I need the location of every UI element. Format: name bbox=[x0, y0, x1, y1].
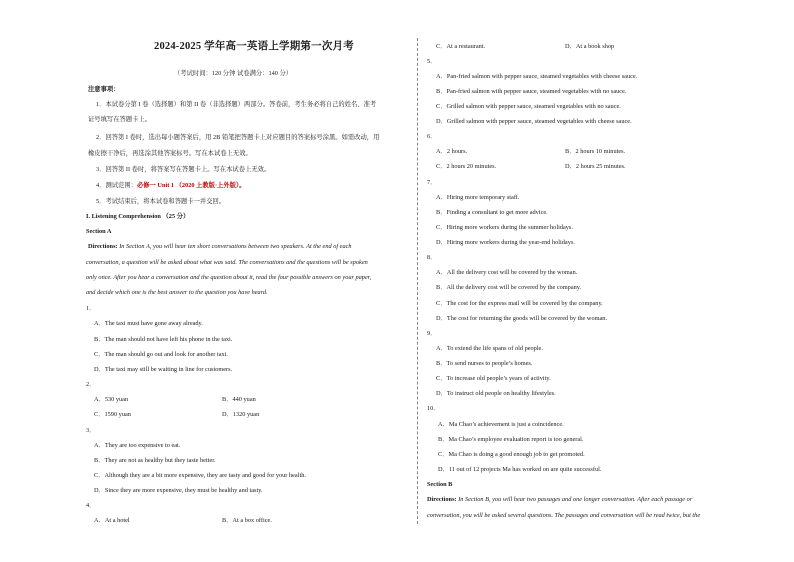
test-scope: 必修一 Unit 1 （2020 上教版·上外版）。 bbox=[136, 182, 246, 189]
q10-option-a: A．Ma Chao’s achievement is just a coincidence. bbox=[438, 421, 564, 428]
exam-subtitle: （考试时间：120 分钟 试卷满分：140 分） bbox=[174, 70, 293, 77]
q8-option-a: A．All the delivery cost will be covered by the woman. bbox=[436, 269, 578, 276]
q8-option-d: D．The cost for returning the goods will be covered by the woman. bbox=[436, 315, 608, 322]
notes-item-1: 1．本试卷分第 I 卷（选择题）和第 II 卷（非选择题）两部分。答卷前，考生务必将自己的姓名、准考 bbox=[96, 101, 377, 108]
q4-option-c: C．At a restaurant. bbox=[436, 43, 486, 50]
section-a-directions-line-4: and decide which one is the best answer to the question you have heard. bbox=[86, 289, 268, 296]
q7-option-d: D．Hiring more workers during the year-end holidays. bbox=[436, 239, 575, 246]
notes-heading: 注意事项： bbox=[88, 86, 120, 93]
notes-item-2: 2．回答第 I 卷时，选出每小题答案后，用 2B 铅笔把答题卡上对应题目的答案标号涂黑。如需改动，用 bbox=[96, 134, 380, 141]
notes-item-2-cont: 橡皮擦干净后，再选涂其他答案标号。写在本试卷上无效。 bbox=[88, 150, 252, 157]
q5-number: 5． bbox=[427, 58, 437, 65]
q6-option-a: A．2 hours. bbox=[436, 148, 468, 155]
q4-option-d: D．At a book shop bbox=[565, 43, 615, 50]
directions-text-1: In Section A, you will hear ten short conversations between two speakers. At the end of each bbox=[117, 243, 352, 250]
q7-option-c: C．Hiring more workers during the summer holidays. bbox=[436, 224, 573, 231]
q7-number: 7． bbox=[427, 179, 437, 186]
q9-option-a: A．To extend the life spans of old people. bbox=[436, 345, 543, 352]
q10-option-b: B．Ma Chao’s employee evaluation report is too general. bbox=[438, 436, 584, 443]
notes-item-5: 5．考试结束后，将本试卷和答题卡一并交回。 bbox=[96, 198, 226, 205]
section-b-directions-label: Directions: bbox=[427, 496, 457, 503]
notes-item-4-label: 4．测试范围： bbox=[96, 182, 137, 189]
q7-option-b: B．Finding a consultant to get more advice. bbox=[436, 209, 548, 216]
q8-option-c: C．The cost for the express mail will be covered by the company. bbox=[436, 300, 603, 307]
section-b-label: Section B bbox=[427, 481, 453, 488]
q6-option-c: C．2 hours 20 minutes. bbox=[436, 163, 497, 170]
q3-option-b: B．They are not as healthy but they taste better. bbox=[94, 457, 216, 464]
q9-number: 9． bbox=[427, 330, 437, 337]
exam-title: 2024-2025 学年高一英语上学期第一次月考 bbox=[154, 41, 354, 52]
q10-option-d: D．11 out of 12 projects Ma has worked on are quite successful. bbox=[438, 466, 602, 473]
q3-option-c: C．Although they are a bit more expensive, they are tasty and good for your health. bbox=[94, 472, 306, 479]
section-a-directions-line-2: conversation, a question will be asked about what was said. The conversations and the questions will be spoken bbox=[86, 259, 368, 266]
q2-number: 2． bbox=[86, 381, 96, 388]
section-b-directions-text-1: In Section B, you will hear two passages and one longer conversation. After each passage or bbox=[456, 496, 693, 503]
notes-item-3: 3．回答第 II 卷时，将答案写在答题卡上。写在本试卷上无效。 bbox=[96, 166, 271, 173]
q4-option-a: A．At a hotel bbox=[94, 517, 130, 524]
q1-option-b: B．The man should not have left his phone in the taxi. bbox=[94, 336, 233, 343]
q8-number: 8． bbox=[427, 254, 437, 261]
column-divider bbox=[417, 38, 418, 524]
section-b-directions-line-1 bbox=[427, 496, 692, 504]
q2-option-d: D．1320 yuan bbox=[222, 411, 260, 418]
q6-option-d: D．2 hours 25 minutes. bbox=[565, 163, 626, 170]
q6-option-b: B．2 hours 10 minutes. bbox=[565, 148, 626, 155]
q3-option-d: D．Since they are more expensive, they must be healthy and tasty. bbox=[94, 487, 263, 494]
q9-option-c: C．To increase old people’s years of activity. bbox=[436, 375, 551, 382]
q9-option-d: D．To instruct old people on healthy lifestyles. bbox=[436, 390, 556, 397]
q2-option-b: B．440 yuan bbox=[222, 396, 256, 403]
q10-number: 10． bbox=[427, 405, 440, 412]
q4-number: 4． bbox=[86, 502, 96, 509]
q5-option-c: C．Grilled salmon with pepper sauce, steamed vegetables with no sauce. bbox=[436, 103, 621, 110]
q1-number: 1． bbox=[86, 305, 96, 312]
q4-option-b: B．At a box office. bbox=[222, 517, 272, 524]
notes-item-4 bbox=[96, 182, 245, 190]
q10-option-c: C．Ma Chao is doing a good enough job to get promoted. bbox=[438, 451, 585, 458]
notes-item-1-cont: 证号填写在答题卡上。 bbox=[88, 116, 151, 123]
directions-label: Directions: bbox=[88, 243, 118, 250]
q3-number: 3． bbox=[86, 427, 96, 434]
q7-option-a: A．Hiring more temporary staff. bbox=[436, 194, 520, 201]
q9-option-b: B．To send nurses to people’s homes. bbox=[436, 360, 533, 367]
section-a-label: Section A bbox=[86, 228, 112, 235]
section-heading: I. Listening Comprehension （25 分） bbox=[86, 213, 190, 220]
q5-option-a: A．Pan-fried salmon with pepper sauce, steamed vegetables with cheese sauce. bbox=[436, 73, 638, 80]
q1-option-c: C．The man should go out and look for another taxi. bbox=[94, 351, 228, 358]
section-b-directions-line-2: conversation, you will be asked several questions. The passages and conversation will be read twice, but the bbox=[427, 512, 701, 519]
q2-option-a: A．530 yuan bbox=[94, 396, 129, 403]
q5-option-b: B．Pan-fried salmon with pepper sauce, steamed vegetables with no sauce. bbox=[436, 88, 627, 95]
q1-option-a: A．The taxi must have gone away already. bbox=[94, 320, 203, 327]
q8-option-b: B．All the delivery cost will be covered by the company. bbox=[436, 284, 582, 291]
section-a-directions-line-1 bbox=[88, 243, 352, 251]
section-a-directions-line-3: only once. After you hear a conversation and the question about it, read the four possible answers on your paper, bbox=[86, 274, 372, 281]
q3-option-a: A．They are too expensive to eat. bbox=[94, 442, 181, 449]
q1-option-d: D．The taxi may still be waiting in line for customers. bbox=[94, 366, 233, 373]
q2-option-c: C．1590 yuan bbox=[94, 411, 131, 418]
q6-number: 6． bbox=[427, 133, 437, 140]
q5-option-d: D．Grilled salmon with pepper sauce, steamed vegetables with cheese sauce. bbox=[436, 118, 632, 125]
